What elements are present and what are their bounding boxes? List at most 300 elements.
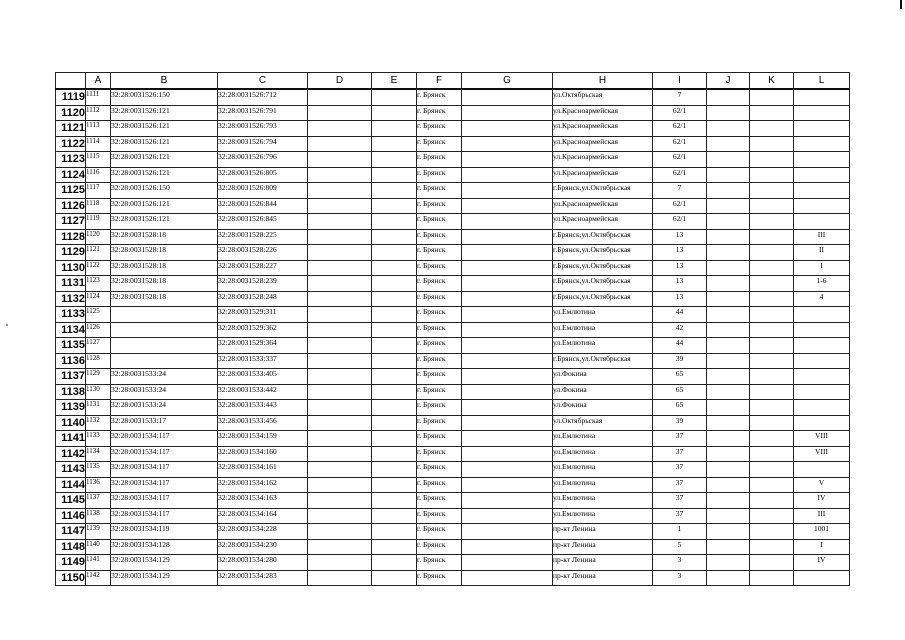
cell-h[interactable]: ул.Емлютина bbox=[553, 446, 653, 462]
cell-e[interactable] bbox=[372, 307, 417, 323]
cell-k[interactable] bbox=[750, 121, 794, 137]
cell-h[interactable]: пр-кт Ленина bbox=[553, 570, 653, 586]
cell-j[interactable] bbox=[707, 322, 750, 338]
cell-e[interactable] bbox=[372, 446, 417, 462]
cell-j[interactable] bbox=[707, 245, 750, 261]
cell-l[interactable]: 1-6 bbox=[794, 276, 850, 292]
cell-d[interactable] bbox=[308, 353, 372, 369]
cell-i[interactable]: 13 bbox=[653, 276, 707, 292]
cell-l[interactable] bbox=[794, 183, 850, 199]
cell-l[interactable]: 1001 bbox=[794, 524, 850, 540]
cell-d[interactable] bbox=[308, 570, 372, 586]
cell-c[interactable]: 32:28:0031526:809 bbox=[218, 183, 308, 199]
cell-l[interactable]: IV bbox=[794, 493, 850, 509]
cell-i[interactable]: 1 bbox=[653, 524, 707, 540]
cell-b[interactable]: 32:28:0031528:18 bbox=[111, 260, 218, 276]
cell-k[interactable] bbox=[750, 369, 794, 385]
cell-c[interactable]: 32:28:0031533:456 bbox=[218, 415, 308, 431]
row-number[interactable]: 1143 bbox=[56, 462, 86, 478]
cell-h[interactable]: пр-кт Ленина bbox=[553, 555, 653, 571]
row-number[interactable]: 1137 bbox=[56, 369, 86, 385]
cell-e[interactable] bbox=[372, 508, 417, 524]
cell-h[interactable]: ул.Емлютина bbox=[553, 477, 653, 493]
cell-g[interactable] bbox=[462, 121, 553, 137]
cell-h[interactable]: пр-кт Ленина bbox=[553, 524, 653, 540]
cell-d[interactable] bbox=[308, 462, 372, 478]
cell-e[interactable] bbox=[372, 400, 417, 416]
row-number[interactable]: 1125 bbox=[56, 183, 86, 199]
cell-d[interactable] bbox=[308, 183, 372, 199]
cell-d[interactable] bbox=[308, 338, 372, 354]
cell-b[interactable]: 32:28:0031526:150 bbox=[111, 89, 218, 105]
cell-k[interactable] bbox=[750, 260, 794, 276]
cell-e[interactable] bbox=[372, 152, 417, 168]
cell-f[interactable]: г. Брянск bbox=[417, 446, 462, 462]
cell-a[interactable]: 1124 bbox=[86, 291, 111, 307]
cell-c[interactable]: 32:28:0031528:226 bbox=[218, 245, 308, 261]
cell-a[interactable]: 1116 bbox=[86, 167, 111, 183]
cell-e[interactable] bbox=[372, 214, 417, 230]
cell-a[interactable]: 1125 bbox=[86, 307, 111, 323]
cell-j[interactable] bbox=[707, 105, 750, 121]
cell-g[interactable] bbox=[462, 136, 553, 152]
cell-k[interactable] bbox=[750, 276, 794, 292]
cell-i[interactable]: 37 bbox=[653, 493, 707, 509]
cell-j[interactable] bbox=[707, 214, 750, 230]
cell-b[interactable]: 32:28:0031526:121 bbox=[111, 198, 218, 214]
cell-h[interactable]: ул.Красноармейская bbox=[553, 152, 653, 168]
cell-e[interactable] bbox=[372, 105, 417, 121]
cell-e[interactable] bbox=[372, 477, 417, 493]
cell-b[interactable]: 32:28:0031528:18 bbox=[111, 229, 218, 245]
cell-d[interactable] bbox=[308, 198, 372, 214]
cell-c[interactable]: 32:28:0031533:405 bbox=[218, 369, 308, 385]
cell-b[interactable] bbox=[111, 338, 218, 354]
cell-c[interactable]: 32:28:0031526:805 bbox=[218, 167, 308, 183]
cell-e[interactable] bbox=[372, 462, 417, 478]
row-number[interactable]: 1145 bbox=[56, 493, 86, 509]
cell-e[interactable] bbox=[372, 570, 417, 586]
cell-b[interactable] bbox=[111, 322, 218, 338]
cell-j[interactable] bbox=[707, 384, 750, 400]
cell-l[interactable] bbox=[794, 121, 850, 137]
cell-j[interactable] bbox=[707, 89, 750, 105]
cell-i[interactable]: 37 bbox=[653, 508, 707, 524]
cell-i[interactable]: 13 bbox=[653, 291, 707, 307]
cell-e[interactable] bbox=[372, 338, 417, 354]
cell-a[interactable]: 1139 bbox=[86, 524, 111, 540]
cell-h[interactable]: г.Брянск,ул.Октябрьская bbox=[553, 183, 653, 199]
cell-h[interactable]: ул.Октябрьская bbox=[553, 89, 653, 105]
cell-l[interactable] bbox=[794, 415, 850, 431]
cell-a[interactable]: 1127 bbox=[86, 338, 111, 354]
cell-i[interactable]: 3 bbox=[653, 570, 707, 586]
cell-d[interactable] bbox=[308, 322, 372, 338]
cell-i[interactable]: 44 bbox=[653, 307, 707, 323]
cell-i[interactable]: 39 bbox=[653, 415, 707, 431]
cell-f[interactable]: г. Брянск bbox=[417, 322, 462, 338]
cell-j[interactable] bbox=[707, 431, 750, 447]
cell-g[interactable] bbox=[462, 431, 553, 447]
cell-e[interactable] bbox=[372, 121, 417, 137]
cell-a[interactable]: 1141 bbox=[86, 555, 111, 571]
cell-c[interactable]: 32:28:0031526:845 bbox=[218, 214, 308, 230]
cell-a[interactable]: 1142 bbox=[86, 570, 111, 586]
cell-g[interactable] bbox=[462, 524, 553, 540]
cell-a[interactable]: 1120 bbox=[86, 229, 111, 245]
cell-a[interactable]: 1137 bbox=[86, 493, 111, 509]
column-header[interactable]: J bbox=[707, 73, 750, 90]
cell-l[interactable] bbox=[794, 353, 850, 369]
cell-d[interactable] bbox=[308, 276, 372, 292]
cell-k[interactable] bbox=[750, 322, 794, 338]
row-number[interactable]: 1142 bbox=[56, 446, 86, 462]
cell-l[interactable]: VIII bbox=[794, 446, 850, 462]
cell-h[interactable]: ул.Емлютина bbox=[553, 508, 653, 524]
cell-i[interactable]: 37 bbox=[653, 431, 707, 447]
cell-d[interactable] bbox=[308, 369, 372, 385]
cell-d[interactable] bbox=[308, 167, 372, 183]
cell-e[interactable] bbox=[372, 89, 417, 105]
cell-c[interactable]: 32:28:0031534:159 bbox=[218, 431, 308, 447]
cell-l[interactable]: I bbox=[794, 539, 850, 555]
cell-i[interactable]: 62/1 bbox=[653, 136, 707, 152]
cell-c[interactable]: 32:28:0031528:225 bbox=[218, 229, 308, 245]
cell-f[interactable]: г. Брянск bbox=[417, 353, 462, 369]
cell-l[interactable] bbox=[794, 400, 850, 416]
cell-d[interactable] bbox=[308, 431, 372, 447]
cell-b[interactable]: 32:28:0031534:117 bbox=[111, 477, 218, 493]
row-number[interactable]: 1128 bbox=[56, 229, 86, 245]
cell-h[interactable]: ул.Емлютина bbox=[553, 307, 653, 323]
cell-b[interactable]: 32:28:0031534:129 bbox=[111, 570, 218, 586]
row-number[interactable]: 1126 bbox=[56, 198, 86, 214]
cell-l[interactable]: 4 bbox=[794, 291, 850, 307]
cell-e[interactable] bbox=[372, 415, 417, 431]
cell-d[interactable] bbox=[308, 260, 372, 276]
cell-i[interactable]: 13 bbox=[653, 229, 707, 245]
cell-k[interactable] bbox=[750, 431, 794, 447]
cell-f[interactable]: г. Брянск bbox=[417, 369, 462, 385]
column-header[interactable]: C bbox=[218, 73, 308, 90]
cell-c[interactable]: 32:28:0031533:442 bbox=[218, 384, 308, 400]
cell-f[interactable]: г. Брянск bbox=[417, 431, 462, 447]
cell-i[interactable]: 62/1 bbox=[653, 121, 707, 137]
cell-a[interactable]: 1134 bbox=[86, 446, 111, 462]
cell-c[interactable]: 32:28:0031526:796 bbox=[218, 152, 308, 168]
cell-b[interactable]: 32:28:0031534:117 bbox=[111, 493, 218, 509]
cell-c[interactable]: 32:28:0031526:794 bbox=[218, 136, 308, 152]
cell-k[interactable] bbox=[750, 229, 794, 245]
cell-k[interactable] bbox=[750, 524, 794, 540]
row-number[interactable]: 1120 bbox=[56, 105, 86, 121]
cell-f[interactable]: г. Брянск bbox=[417, 570, 462, 586]
cell-e[interactable] bbox=[372, 493, 417, 509]
cell-b[interactable]: 32:28:0031534:129 bbox=[111, 555, 218, 571]
cell-j[interactable] bbox=[707, 260, 750, 276]
cell-g[interactable] bbox=[462, 105, 553, 121]
cell-h[interactable]: ул.Емлютина bbox=[553, 462, 653, 478]
cell-g[interactable] bbox=[462, 167, 553, 183]
cell-l[interactable]: III bbox=[794, 229, 850, 245]
cell-h[interactable]: ул.Красноармейская bbox=[553, 214, 653, 230]
cell-d[interactable] bbox=[308, 89, 372, 105]
row-number[interactable]: 1150 bbox=[56, 570, 86, 586]
cell-h[interactable]: г.Брянск,ул.Октябрьская bbox=[553, 291, 653, 307]
cell-k[interactable] bbox=[750, 493, 794, 509]
cell-k[interactable] bbox=[750, 570, 794, 586]
cell-j[interactable] bbox=[707, 477, 750, 493]
cell-c[interactable]: 32:28:0031528:227 bbox=[218, 260, 308, 276]
cell-j[interactable] bbox=[707, 446, 750, 462]
cell-j[interactable] bbox=[707, 121, 750, 137]
cell-e[interactable] bbox=[372, 245, 417, 261]
cell-i[interactable]: 37 bbox=[653, 462, 707, 478]
cell-h[interactable]: ул.Красноармейская bbox=[553, 105, 653, 121]
cell-l[interactable]: V bbox=[794, 477, 850, 493]
cell-e[interactable] bbox=[372, 539, 417, 555]
cell-g[interactable] bbox=[462, 462, 553, 478]
cell-c[interactable]: 32:28:0031526:793 bbox=[218, 121, 308, 137]
cell-h[interactable]: г.Брянск,ул.Октябрьская bbox=[553, 276, 653, 292]
cell-b[interactable]: 32:28:0031534:117 bbox=[111, 508, 218, 524]
cell-b[interactable]: 32:28:0031526:121 bbox=[111, 136, 218, 152]
cell-k[interactable] bbox=[750, 245, 794, 261]
cell-k[interactable] bbox=[750, 214, 794, 230]
row-number[interactable]: 1138 bbox=[56, 384, 86, 400]
row-number[interactable]: 1124 bbox=[56, 167, 86, 183]
row-number[interactable]: 1149 bbox=[56, 555, 86, 571]
cell-h[interactable]: ул.Фокина bbox=[553, 400, 653, 416]
cell-h[interactable]: ул.Фокина bbox=[553, 384, 653, 400]
cell-a[interactable]: 1133 bbox=[86, 431, 111, 447]
cell-g[interactable] bbox=[462, 570, 553, 586]
cell-b[interactable]: 32:28:0031533:24 bbox=[111, 400, 218, 416]
row-number[interactable]: 1131 bbox=[56, 276, 86, 292]
cell-h[interactable]: ул.Емлютина bbox=[553, 493, 653, 509]
cell-g[interactable] bbox=[462, 229, 553, 245]
cell-j[interactable] bbox=[707, 524, 750, 540]
cell-l[interactable] bbox=[794, 384, 850, 400]
cell-e[interactable] bbox=[372, 183, 417, 199]
cell-b[interactable]: 32:28:0031528:18 bbox=[111, 245, 218, 261]
cell-l[interactable] bbox=[794, 338, 850, 354]
cell-a[interactable]: 1140 bbox=[86, 539, 111, 555]
cell-h[interactable]: ул.Красноармейская bbox=[553, 198, 653, 214]
cell-c[interactable]: 32:28:0031534:161 bbox=[218, 462, 308, 478]
cell-f[interactable]: г. Брянск bbox=[417, 338, 462, 354]
cell-a[interactable]: 1117 bbox=[86, 183, 111, 199]
cell-i[interactable]: 65 bbox=[653, 400, 707, 416]
cell-a[interactable]: 1111 bbox=[86, 89, 111, 105]
cell-f[interactable]: г. Брянск bbox=[417, 260, 462, 276]
cell-d[interactable] bbox=[308, 214, 372, 230]
cell-d[interactable] bbox=[308, 508, 372, 524]
row-number[interactable]: 1148 bbox=[56, 539, 86, 555]
cell-h[interactable]: пр-кт Ленина bbox=[553, 539, 653, 555]
cell-d[interactable] bbox=[308, 415, 372, 431]
cell-j[interactable] bbox=[707, 400, 750, 416]
cell-g[interactable] bbox=[462, 493, 553, 509]
cell-k[interactable] bbox=[750, 477, 794, 493]
cell-b[interactable]: 32:28:0031528:18 bbox=[111, 291, 218, 307]
cell-a[interactable]: 1135 bbox=[86, 462, 111, 478]
cell-g[interactable] bbox=[462, 245, 553, 261]
cell-c[interactable]: 32:28:0031526:844 bbox=[218, 198, 308, 214]
cell-a[interactable]: 1126 bbox=[86, 322, 111, 338]
cell-g[interactable] bbox=[462, 307, 553, 323]
cell-b[interactable]: 32:28:0031526:121 bbox=[111, 121, 218, 137]
cell-j[interactable] bbox=[707, 291, 750, 307]
cell-f[interactable]: г. Брянск bbox=[417, 229, 462, 245]
cell-c[interactable]: 32:28:0031529:364 bbox=[218, 338, 308, 354]
cell-a[interactable]: 1119 bbox=[86, 214, 111, 230]
cell-i[interactable]: 7 bbox=[653, 183, 707, 199]
cell-e[interactable] bbox=[372, 384, 417, 400]
cell-l[interactable] bbox=[794, 105, 850, 121]
cell-g[interactable] bbox=[462, 400, 553, 416]
cell-g[interactable] bbox=[462, 477, 553, 493]
column-header[interactable]: A bbox=[86, 73, 111, 90]
cell-h[interactable]: ул.Фокина bbox=[553, 369, 653, 385]
cell-c[interactable]: 32:28:0031533:337 bbox=[218, 353, 308, 369]
cell-d[interactable] bbox=[308, 105, 372, 121]
cell-i[interactable]: 62/1 bbox=[653, 105, 707, 121]
cell-a[interactable]: 1130 bbox=[86, 384, 111, 400]
cell-f[interactable]: г. Брянск bbox=[417, 152, 462, 168]
row-number[interactable]: 1134 bbox=[56, 322, 86, 338]
cell-k[interactable] bbox=[750, 462, 794, 478]
cell-d[interactable] bbox=[308, 245, 372, 261]
cell-f[interactable]: г. Брянск bbox=[417, 136, 462, 152]
row-number[interactable]: 1127 bbox=[56, 214, 86, 230]
cell-i[interactable]: 13 bbox=[653, 260, 707, 276]
cell-b[interactable]: 32:28:0031534:117 bbox=[111, 431, 218, 447]
cell-j[interactable] bbox=[707, 198, 750, 214]
column-header[interactable]: I bbox=[653, 73, 707, 90]
cell-l[interactable] bbox=[794, 369, 850, 385]
cell-d[interactable] bbox=[308, 152, 372, 168]
cell-b[interactable]: 32:28:0031534:119 bbox=[111, 524, 218, 540]
cell-f[interactable]: г. Брянск bbox=[417, 555, 462, 571]
cell-b[interactable]: 32:28:0031528:18 bbox=[111, 276, 218, 292]
cell-j[interactable] bbox=[707, 307, 750, 323]
cell-l[interactable] bbox=[794, 570, 850, 586]
cell-d[interactable] bbox=[308, 384, 372, 400]
cell-l[interactable] bbox=[794, 198, 850, 214]
column-header[interactable]: L bbox=[794, 73, 850, 90]
cell-i[interactable]: 13 bbox=[653, 245, 707, 261]
cell-a[interactable]: 1128 bbox=[86, 353, 111, 369]
cell-l[interactable] bbox=[794, 136, 850, 152]
cell-d[interactable] bbox=[308, 400, 372, 416]
cell-f[interactable]: г. Брянск bbox=[417, 89, 462, 105]
cell-d[interactable] bbox=[308, 524, 372, 540]
row-number[interactable]: 1140 bbox=[56, 415, 86, 431]
cell-i[interactable]: 42 bbox=[653, 322, 707, 338]
cell-e[interactable] bbox=[372, 353, 417, 369]
column-header[interactable]: H bbox=[553, 73, 653, 90]
cell-c[interactable]: 32:28:0031529:311 bbox=[218, 307, 308, 323]
cell-a[interactable]: 1114 bbox=[86, 136, 111, 152]
cell-d[interactable] bbox=[308, 291, 372, 307]
row-number[interactable]: 1132 bbox=[56, 291, 86, 307]
cell-f[interactable]: г. Брянск bbox=[417, 121, 462, 137]
cell-k[interactable] bbox=[750, 152, 794, 168]
cell-l[interactable] bbox=[794, 322, 850, 338]
column-header[interactable]: B bbox=[111, 73, 218, 90]
cell-f[interactable]: г. Брянск bbox=[417, 477, 462, 493]
cell-i[interactable]: 62/1 bbox=[653, 167, 707, 183]
cell-l[interactable] bbox=[794, 152, 850, 168]
cell-k[interactable] bbox=[750, 353, 794, 369]
cell-e[interactable] bbox=[372, 229, 417, 245]
cell-c[interactable]: 32:28:0031534:164 bbox=[218, 508, 308, 524]
cell-b[interactable]: 32:28:0031526:150 bbox=[111, 183, 218, 199]
row-number[interactable]: 1136 bbox=[56, 353, 86, 369]
row-number[interactable]: 1133 bbox=[56, 307, 86, 323]
row-number[interactable]: 1123 bbox=[56, 152, 86, 168]
row-number[interactable]: 1129 bbox=[56, 245, 86, 261]
cell-g[interactable] bbox=[462, 260, 553, 276]
cell-j[interactable] bbox=[707, 152, 750, 168]
cell-k[interactable] bbox=[750, 89, 794, 105]
cell-c[interactable]: 32:28:0031534:163 bbox=[218, 493, 308, 509]
cell-c[interactable]: 32:28:0031526:791 bbox=[218, 105, 308, 121]
cell-b[interactable]: 32:28:0031533:17 bbox=[111, 415, 218, 431]
cell-h[interactable]: ул.Октябрьская bbox=[553, 415, 653, 431]
cell-h[interactable]: ул.Красноармейская bbox=[553, 136, 653, 152]
cell-f[interactable]: г. Брянск bbox=[417, 493, 462, 509]
cell-a[interactable]: 1113 bbox=[86, 121, 111, 137]
column-header[interactable]: D bbox=[308, 73, 372, 90]
cell-d[interactable] bbox=[308, 477, 372, 493]
cell-g[interactable] bbox=[462, 183, 553, 199]
cell-d[interactable] bbox=[308, 555, 372, 571]
cell-g[interactable] bbox=[462, 539, 553, 555]
cell-c[interactable]: 32:28:0031526:712 bbox=[218, 89, 308, 105]
cell-b[interactable]: 32:28:0031534:117 bbox=[111, 446, 218, 462]
cell-j[interactable] bbox=[707, 338, 750, 354]
cell-g[interactable] bbox=[462, 508, 553, 524]
cell-l[interactable]: I bbox=[794, 260, 850, 276]
cell-f[interactable]: г. Брянск bbox=[417, 214, 462, 230]
cell-d[interactable] bbox=[308, 446, 372, 462]
cell-j[interactable] bbox=[707, 229, 750, 245]
cell-a[interactable]: 1121 bbox=[86, 245, 111, 261]
row-number[interactable]: 1139 bbox=[56, 400, 86, 416]
cell-f[interactable]: г. Брянск bbox=[417, 462, 462, 478]
cell-h[interactable]: ул.Красноармейская bbox=[553, 167, 653, 183]
column-header[interactable]: E bbox=[372, 73, 417, 90]
cell-l[interactable]: VIII bbox=[794, 431, 850, 447]
cell-i[interactable]: 7 bbox=[653, 89, 707, 105]
cell-f[interactable]: г. Брянск bbox=[417, 384, 462, 400]
row-number[interactable]: 1119 bbox=[56, 89, 86, 105]
cell-a[interactable]: 1123 bbox=[86, 276, 111, 292]
cell-e[interactable] bbox=[372, 555, 417, 571]
cell-k[interactable] bbox=[750, 508, 794, 524]
cell-j[interactable] bbox=[707, 539, 750, 555]
cell-g[interactable] bbox=[462, 152, 553, 168]
cell-d[interactable] bbox=[308, 493, 372, 509]
cell-e[interactable] bbox=[372, 322, 417, 338]
cell-j[interactable] bbox=[707, 369, 750, 385]
cell-b[interactable]: 32:28:0031533:24 bbox=[111, 369, 218, 385]
cell-k[interactable] bbox=[750, 183, 794, 199]
cell-k[interactable] bbox=[750, 167, 794, 183]
cell-l[interactable] bbox=[794, 167, 850, 183]
